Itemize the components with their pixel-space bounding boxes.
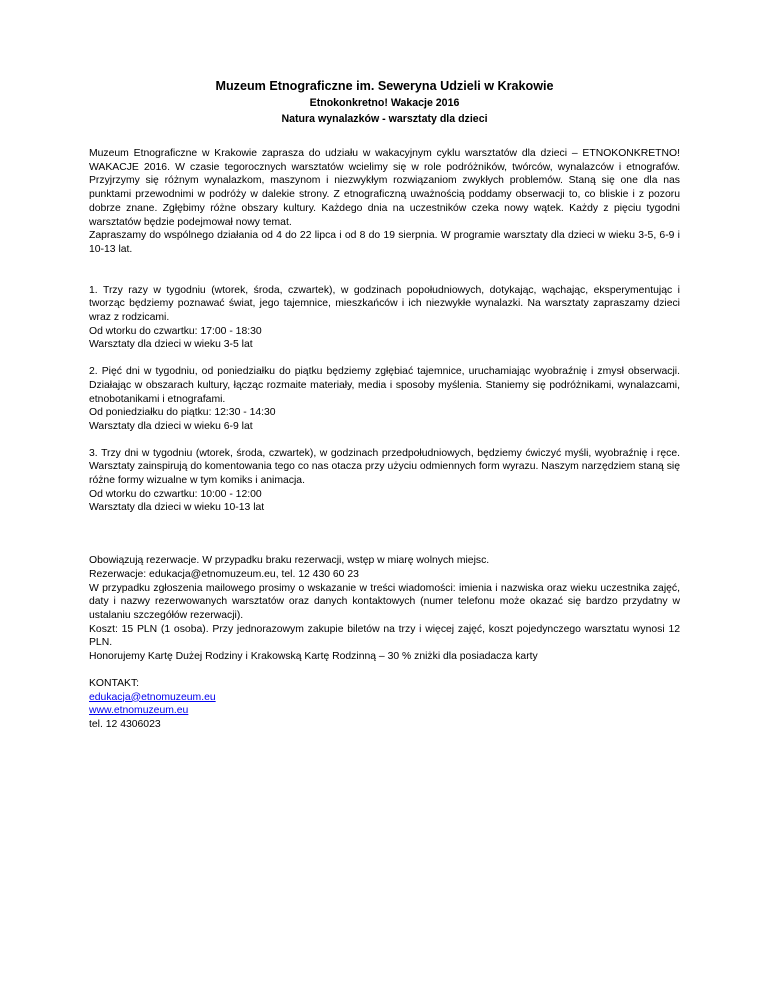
document-header xyxy=(89,77,680,127)
discount-info: Honorujemy Kartę Dużej Rodziny i Krakowską Kartę Rodzinną – 30 % zniżki dla posiadacza karty xyxy=(89,651,538,663)
contact-website-link[interactable]: www.etnomuzeum.eu xyxy=(89,705,189,717)
intro-paragraph: Muzeum Etnograficzne w Krakowie zaprasza do udziału w wakacyjnym cyklu warsztatów dla dzieci – ETNOKONKRETNO! WAKACJE 2016. W czasie tegorocznych warsztatów wcielimy się w role podróżników, twórców, wynalazców i etnografów. Przyjrzymy się różnym wynalazkom, maszynom i niezwykłym rozwiązaniom zwykłych problemów. Staną się one dla nas punktami przewodnimi w podróży w dalekie strony. Z etnograficzną uważnością poddamy obserwacji to, co bliskie i z pozoru dobrze znane. Zgłębimy różne obszary kultury. Każdego dnia na uczestników czeka nowy wątek. Każdy z pięciu tygodni warsztatów będzie podejmował nowy temat. xyxy=(89,148,680,228)
document-body xyxy=(89,147,680,732)
reservation-contact: Rezerwacje: edukacja@etnomuzeum.eu, tel. 12 430 60 23 xyxy=(89,568,359,580)
intro-section xyxy=(89,147,680,257)
page-subtitle-event: Etnokonkretno! Wakacje 2016 xyxy=(309,97,460,109)
contact-section xyxy=(89,677,680,732)
intro-dates: Zapraszamy do wspólnego działania od 4 do 22 lipca i od 8 do 19 sierpnia. W programie warsztaty dla dzieci w wieku 3-5, 6-9 i 10-13 lat. xyxy=(89,230,680,255)
workshop-item xyxy=(89,447,680,516)
workshop-age: Warsztaty dla dzieci w wieku 6-9 lat xyxy=(89,420,253,432)
workshop-description: 2. Pięć dni w tygodniu, od poniedziałku do piątku będziemy zgłębiać tajemnice, uruchamiając wyobraźnię i zmysł obserwacji. Działając w obszarach kultury, łącząc rozmaite materiały, media i sposoby myślenia. Staniemy się podróżnikami, wynalazcami, etnobotanikami i etnografami. xyxy=(89,366,680,405)
workshop-schedule: Od wtorku do czwartku: 17:00 - 18:30 xyxy=(89,325,262,337)
workshop-item xyxy=(89,284,680,353)
workshop-schedule: Od wtorku do czwartku: 10:00 - 12:00 xyxy=(89,488,262,500)
contact-phone: tel. 12 4306023 xyxy=(89,718,161,730)
workshop-schedule: Od poniedziałku do piątku: 12:30 - 14:30 xyxy=(89,407,276,419)
email-note: W przypadku zgłoszenia mailowego prosimy o wskazanie w treści wiadomości: imienia i nazwiska oraz wieku uczestnika zajęć, daty i nazwy rezerwowanych warsztatów oraz danych kontaktowych (numer telefonu może okazać się bardzo przydatny w ustalaniu szczegółów rezerwacji). xyxy=(89,582,680,621)
workshop-age: Warsztaty dla dzieci w wieku 3-5 lat xyxy=(89,339,253,351)
info-section xyxy=(89,554,680,664)
workshop-item xyxy=(89,365,680,434)
page-title: Muzeum Etnograficzne im. Seweryna Udzieli w Krakowie xyxy=(215,79,554,93)
workshop-description: 1. Trzy razy w tygodniu (wtorek, środa, czwartek), w godzinach popołudniowych, dotykając, wąchając, eksperymentując i tworząc będziemy poznawać świat, jego tajemnice, mieszkańców i ich niezwykłe wynalazki. Na warsztaty zapraszamy dzieci wraz z rodzicami. xyxy=(89,284,680,324)
reservations-note: Obowiązują rezerwacje. W przypadku braku rezerwacji, wstęp w miarę wolnych miejsc. xyxy=(89,555,490,567)
workshop-description: 3. Trzy dni w tygodniu (wtorek, środa, czwartek), w godzinach przedpołudniowych, będziemy ćwiczyć myśli, wyobraźnię i ręce. Warsztaty zainspirują do komentowania tego co nas otacza przy użyciu odmiennych form wyrazu. Naszym narzędziem staną się różne formy wizualne w tym komiks i animacja. xyxy=(89,447,680,487)
workshop-age: Warsztaty dla dzieci w wieku 10-13 lat xyxy=(89,502,265,514)
contact-heading: KONTAKT: xyxy=(89,677,140,689)
page-subtitle-theme: Natura wynalazków - warsztaty dla dzieci xyxy=(281,113,488,125)
cost-info: Koszt: 15 PLN (1 osoba). Przy jednorazowym zakupie biletów na trzy i więcej zajęć, koszt pojedynczego warsztatu wynosi 12 PLN. xyxy=(89,623,680,649)
contact-email-link[interactable]: edukacja@etnomuzeum.eu xyxy=(89,691,216,703)
